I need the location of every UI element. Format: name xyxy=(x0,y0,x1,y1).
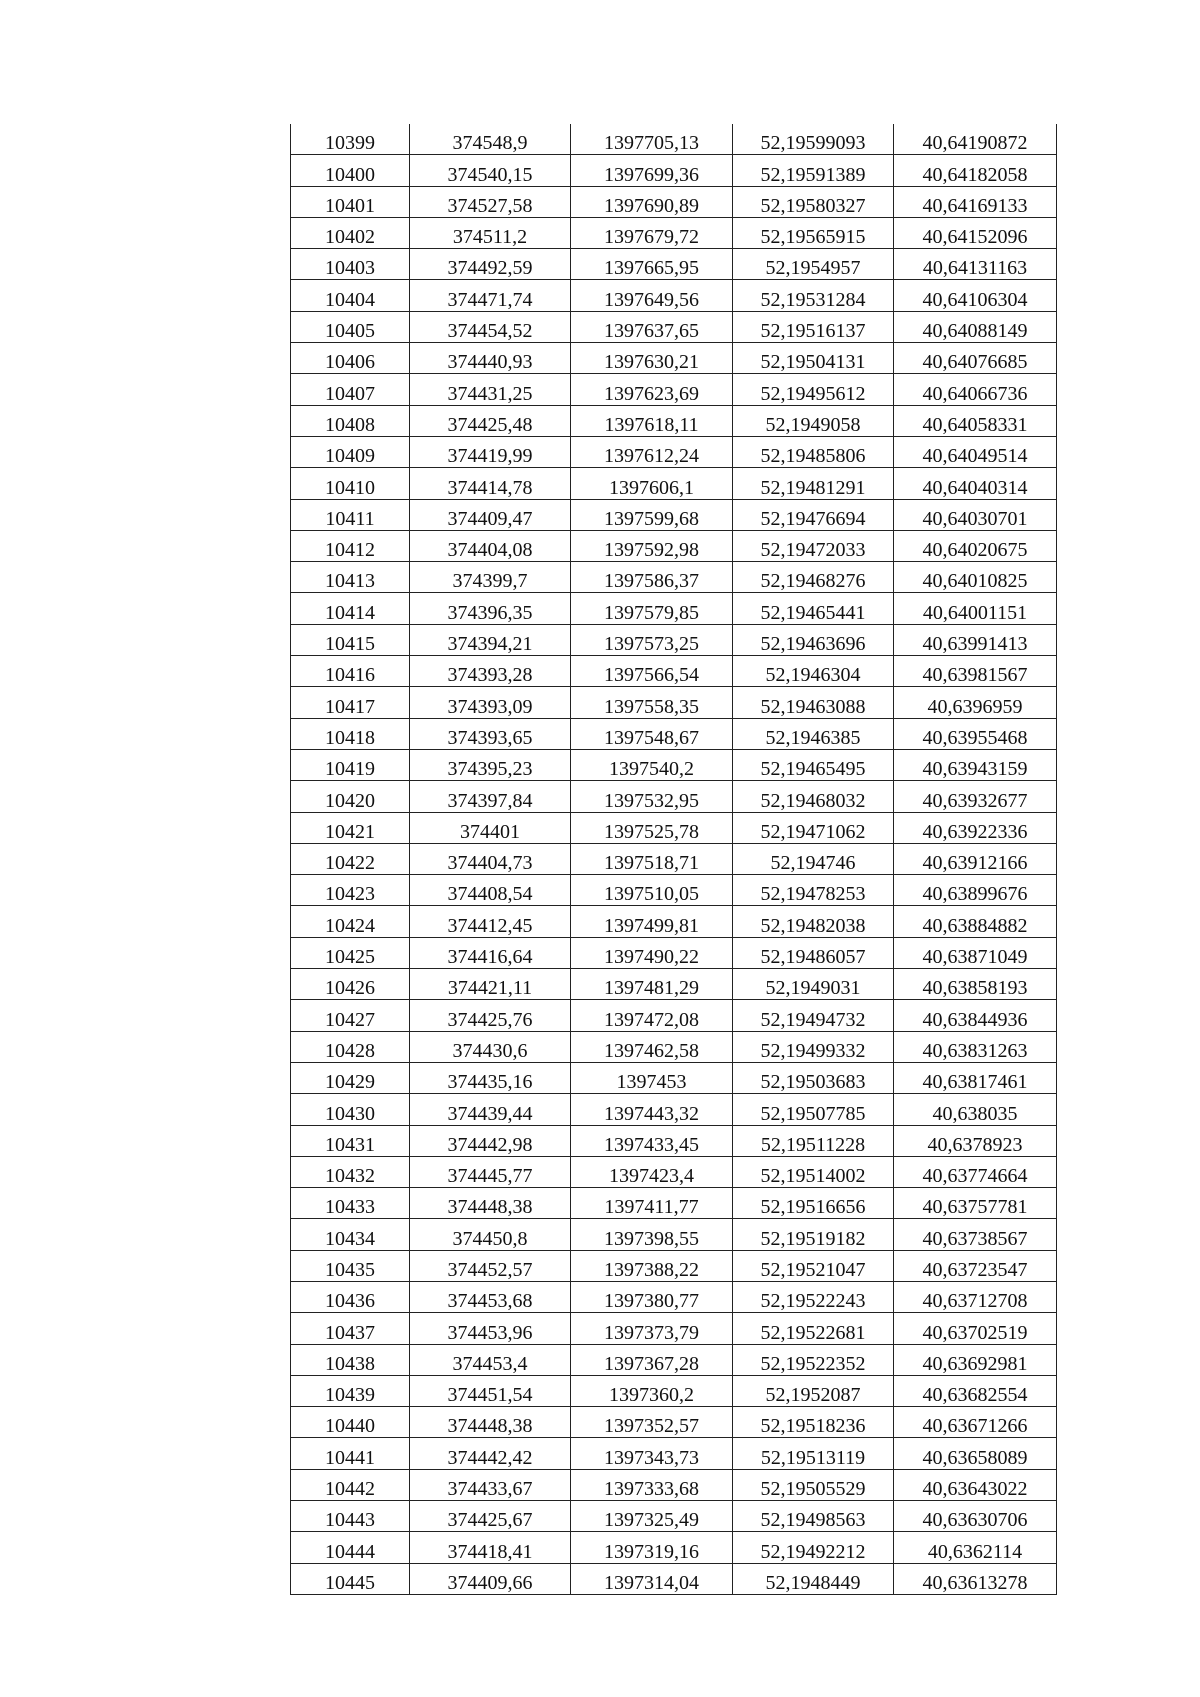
point-number-cell: 10406 xyxy=(291,343,410,374)
y-coordinate-cell: 1397699,36 xyxy=(571,155,733,186)
x-coordinate-cell: 374492,59 xyxy=(410,249,571,280)
x-coordinate-cell: 374404,73 xyxy=(410,843,571,874)
latitude-cell: 52,1948449 xyxy=(733,1563,894,1594)
table-row xyxy=(291,624,1057,655)
longitude-cell: 40,63955468 xyxy=(894,718,1057,749)
x-coordinate-cell: 374442,98 xyxy=(410,1125,571,1156)
x-coordinate-cell: 374448,38 xyxy=(410,1188,571,1219)
table-row xyxy=(291,1156,1057,1187)
y-coordinate-cell: 1397373,79 xyxy=(571,1313,733,1344)
x-coordinate-cell: 374431,25 xyxy=(410,374,571,405)
point-number-cell: 10419 xyxy=(291,749,410,780)
point-number-cell: 10407 xyxy=(291,374,410,405)
table-row xyxy=(291,1469,1057,1500)
table-row xyxy=(291,124,1057,155)
x-coordinate-cell: 374425,48 xyxy=(410,405,571,436)
x-coordinate-cell: 374433,67 xyxy=(410,1469,571,1500)
x-coordinate-cell: 374401 xyxy=(410,812,571,843)
coordinates-table-body xyxy=(291,124,1057,1594)
table-row xyxy=(291,1532,1057,1563)
longitude-cell: 40,63817461 xyxy=(894,1062,1057,1093)
longitude-cell: 40,63613278 xyxy=(894,1563,1057,1594)
x-coordinate-cell: 374418,41 xyxy=(410,1532,571,1563)
y-coordinate-cell: 1397367,28 xyxy=(571,1344,733,1375)
longitude-cell: 40,63682554 xyxy=(894,1375,1057,1406)
y-coordinate-cell: 1397525,78 xyxy=(571,812,733,843)
longitude-cell: 40,63630706 xyxy=(894,1501,1057,1532)
longitude-cell: 40,64190872 xyxy=(894,124,1057,155)
table-row xyxy=(291,1344,1057,1375)
table-row xyxy=(291,217,1057,248)
table-row xyxy=(291,781,1057,812)
x-coordinate-cell: 374414,78 xyxy=(410,468,571,499)
x-coordinate-cell: 374393,28 xyxy=(410,656,571,687)
longitude-cell: 40,63702519 xyxy=(894,1313,1057,1344)
longitude-cell: 40,63932677 xyxy=(894,781,1057,812)
x-coordinate-cell: 374548,9 xyxy=(410,124,571,155)
x-coordinate-cell: 374448,38 xyxy=(410,1407,571,1438)
latitude-cell: 52,19499332 xyxy=(733,1031,894,1062)
latitude-cell: 52,19481291 xyxy=(733,468,894,499)
table-row xyxy=(291,374,1057,405)
y-coordinate-cell: 1397705,13 xyxy=(571,124,733,155)
table-row xyxy=(291,468,1057,499)
latitude-cell: 52,19507785 xyxy=(733,1094,894,1125)
table-row xyxy=(291,937,1057,968)
y-coordinate-cell: 1397618,11 xyxy=(571,405,733,436)
latitude-cell: 52,1946385 xyxy=(733,718,894,749)
latitude-cell: 52,19485806 xyxy=(733,436,894,467)
longitude-cell: 40,63738567 xyxy=(894,1219,1057,1250)
x-coordinate-cell: 374409,66 xyxy=(410,1563,571,1594)
latitude-cell: 52,1949058 xyxy=(733,405,894,436)
latitude-cell: 52,19565915 xyxy=(733,217,894,248)
table-row xyxy=(291,1375,1057,1406)
longitude-cell: 40,64066736 xyxy=(894,374,1057,405)
longitude-cell: 40,63912166 xyxy=(894,843,1057,874)
table-row xyxy=(291,499,1057,530)
point-number-cell: 10434 xyxy=(291,1219,410,1250)
y-coordinate-cell: 1397612,24 xyxy=(571,436,733,467)
y-coordinate-cell: 1397423,4 xyxy=(571,1156,733,1187)
point-number-cell: 10435 xyxy=(291,1250,410,1281)
x-coordinate-cell: 374527,58 xyxy=(410,186,571,217)
longitude-cell: 40,64088149 xyxy=(894,311,1057,342)
table-row xyxy=(291,969,1057,1000)
x-coordinate-cell: 374445,77 xyxy=(410,1156,571,1187)
table-row xyxy=(291,718,1057,749)
longitude-cell: 40,63844936 xyxy=(894,1000,1057,1031)
y-coordinate-cell: 1397579,85 xyxy=(571,593,733,624)
x-coordinate-cell: 374454,52 xyxy=(410,311,571,342)
latitude-cell: 52,19522681 xyxy=(733,1313,894,1344)
x-coordinate-cell: 374511,2 xyxy=(410,217,571,248)
x-coordinate-cell: 374399,7 xyxy=(410,562,571,593)
latitude-cell: 52,19494732 xyxy=(733,1000,894,1031)
x-coordinate-cell: 374412,45 xyxy=(410,906,571,937)
latitude-cell: 52,19580327 xyxy=(733,186,894,217)
table-row xyxy=(291,1094,1057,1125)
y-coordinate-cell: 1397518,71 xyxy=(571,843,733,874)
longitude-cell: 40,6362114 xyxy=(894,1532,1057,1563)
point-number-cell: 10426 xyxy=(291,969,410,1000)
table-row xyxy=(291,249,1057,280)
point-number-cell: 10437 xyxy=(291,1313,410,1344)
latitude-cell: 52,19465495 xyxy=(733,749,894,780)
latitude-cell: 52,19468276 xyxy=(733,562,894,593)
x-coordinate-cell: 374453,96 xyxy=(410,1313,571,1344)
y-coordinate-cell: 1397637,65 xyxy=(571,311,733,342)
latitude-cell: 52,19476694 xyxy=(733,499,894,530)
y-coordinate-cell: 1397453 xyxy=(571,1062,733,1093)
latitude-cell: 52,19495612 xyxy=(733,374,894,405)
table-row xyxy=(291,1125,1057,1156)
latitude-cell: 52,19522352 xyxy=(733,1344,894,1375)
x-coordinate-cell: 374453,4 xyxy=(410,1344,571,1375)
longitude-cell: 40,63858193 xyxy=(894,969,1057,1000)
table-row xyxy=(291,1438,1057,1469)
point-number-cell: 10443 xyxy=(291,1501,410,1532)
x-coordinate-cell: 374425,76 xyxy=(410,1000,571,1031)
point-number-cell: 10413 xyxy=(291,562,410,593)
x-coordinate-cell: 374540,15 xyxy=(410,155,571,186)
table-row xyxy=(291,1563,1057,1594)
x-coordinate-cell: 374450,8 xyxy=(410,1219,571,1250)
longitude-cell: 40,63774664 xyxy=(894,1156,1057,1187)
y-coordinate-cell: 1397490,22 xyxy=(571,937,733,968)
y-coordinate-cell: 1397679,72 xyxy=(571,217,733,248)
longitude-cell: 40,63899676 xyxy=(894,875,1057,906)
latitude-cell: 52,19482038 xyxy=(733,906,894,937)
y-coordinate-cell: 1397630,21 xyxy=(571,343,733,374)
y-coordinate-cell: 1397606,1 xyxy=(571,468,733,499)
latitude-cell: 52,19511228 xyxy=(733,1125,894,1156)
point-number-cell: 10408 xyxy=(291,405,410,436)
longitude-cell: 40,64152096 xyxy=(894,217,1057,248)
x-coordinate-cell: 374396,35 xyxy=(410,593,571,624)
longitude-cell: 40,64020675 xyxy=(894,530,1057,561)
point-number-cell: 10401 xyxy=(291,186,410,217)
point-number-cell: 10432 xyxy=(291,1156,410,1187)
point-number-cell: 10410 xyxy=(291,468,410,499)
y-coordinate-cell: 1397510,05 xyxy=(571,875,733,906)
latitude-cell: 52,19518236 xyxy=(733,1407,894,1438)
y-coordinate-cell: 1397599,68 xyxy=(571,499,733,530)
longitude-cell: 40,63658089 xyxy=(894,1438,1057,1469)
latitude-cell: 52,1946304 xyxy=(733,656,894,687)
point-number-cell: 10442 xyxy=(291,1469,410,1500)
longitude-cell: 40,63922336 xyxy=(894,812,1057,843)
latitude-cell: 52,19514002 xyxy=(733,1156,894,1187)
latitude-cell: 52,19463696 xyxy=(733,624,894,655)
y-coordinate-cell: 1397592,98 xyxy=(571,530,733,561)
y-coordinate-cell: 1397333,68 xyxy=(571,1469,733,1500)
point-number-cell: 10423 xyxy=(291,875,410,906)
y-coordinate-cell: 1397499,81 xyxy=(571,906,733,937)
latitude-cell: 52,19471062 xyxy=(733,812,894,843)
point-number-cell: 10424 xyxy=(291,906,410,937)
y-coordinate-cell: 1397443,32 xyxy=(571,1094,733,1125)
y-coordinate-cell: 1397540,2 xyxy=(571,749,733,780)
longitude-cell: 40,63723547 xyxy=(894,1250,1057,1281)
point-number-cell: 10440 xyxy=(291,1407,410,1438)
point-number-cell: 10444 xyxy=(291,1532,410,1563)
x-coordinate-cell: 374451,54 xyxy=(410,1375,571,1406)
table-row xyxy=(291,812,1057,843)
latitude-cell: 52,1952087 xyxy=(733,1375,894,1406)
latitude-cell: 52,19591389 xyxy=(733,155,894,186)
table-row xyxy=(291,1000,1057,1031)
table-row xyxy=(291,311,1057,342)
longitude-cell: 40,63991413 xyxy=(894,624,1057,655)
point-number-cell: 10438 xyxy=(291,1344,410,1375)
x-coordinate-cell: 374409,47 xyxy=(410,499,571,530)
y-coordinate-cell: 1397325,49 xyxy=(571,1501,733,1532)
table-row xyxy=(291,436,1057,467)
point-number-cell: 10416 xyxy=(291,656,410,687)
point-number-cell: 10420 xyxy=(291,781,410,812)
table-row xyxy=(291,1281,1057,1312)
point-number-cell: 10405 xyxy=(291,311,410,342)
y-coordinate-cell: 1397586,37 xyxy=(571,562,733,593)
y-coordinate-cell: 1397388,22 xyxy=(571,1250,733,1281)
longitude-cell: 40,64001151 xyxy=(894,593,1057,624)
x-coordinate-cell: 374440,93 xyxy=(410,343,571,374)
table-row xyxy=(291,1062,1057,1093)
longitude-cell: 40,64169133 xyxy=(894,186,1057,217)
point-number-cell: 10433 xyxy=(291,1188,410,1219)
longitude-cell: 40,63884882 xyxy=(894,906,1057,937)
longitude-cell: 40,6378923 xyxy=(894,1125,1057,1156)
latitude-cell: 52,19463088 xyxy=(733,687,894,718)
table-row xyxy=(291,906,1057,937)
y-coordinate-cell: 1397343,73 xyxy=(571,1438,733,1469)
point-number-cell: 10400 xyxy=(291,155,410,186)
point-number-cell: 10418 xyxy=(291,718,410,749)
x-coordinate-cell: 374397,84 xyxy=(410,781,571,812)
longitude-cell: 40,63831263 xyxy=(894,1031,1057,1062)
x-coordinate-cell: 374393,09 xyxy=(410,687,571,718)
latitude-cell: 52,19513119 xyxy=(733,1438,894,1469)
latitude-cell: 52,19522243 xyxy=(733,1281,894,1312)
y-coordinate-cell: 1397532,95 xyxy=(571,781,733,812)
table-row xyxy=(291,1407,1057,1438)
latitude-cell: 52,19505529 xyxy=(733,1469,894,1500)
x-coordinate-cell: 374416,64 xyxy=(410,937,571,968)
table-row xyxy=(291,155,1057,186)
longitude-cell: 40,63712708 xyxy=(894,1281,1057,1312)
longitude-cell: 40,64030701 xyxy=(894,499,1057,530)
point-number-cell: 10399 xyxy=(291,124,410,155)
table-row xyxy=(291,1313,1057,1344)
latitude-cell: 52,19478253 xyxy=(733,875,894,906)
longitude-cell: 40,63671266 xyxy=(894,1407,1057,1438)
point-number-cell: 10409 xyxy=(291,436,410,467)
longitude-cell: 40,63643022 xyxy=(894,1469,1057,1500)
point-number-cell: 10441 xyxy=(291,1438,410,1469)
longitude-cell: 40,64076685 xyxy=(894,343,1057,374)
y-coordinate-cell: 1397649,56 xyxy=(571,280,733,311)
y-coordinate-cell: 1397411,77 xyxy=(571,1188,733,1219)
longitude-cell: 40,64049514 xyxy=(894,436,1057,467)
latitude-cell: 52,19531284 xyxy=(733,280,894,311)
table-row xyxy=(291,749,1057,780)
latitude-cell: 52,19492212 xyxy=(733,1532,894,1563)
table-row xyxy=(291,687,1057,718)
x-coordinate-cell: 374419,99 xyxy=(410,436,571,467)
table-row xyxy=(291,186,1057,217)
longitude-cell: 40,6396959 xyxy=(894,687,1057,718)
point-number-cell: 10425 xyxy=(291,937,410,968)
table-row xyxy=(291,530,1057,561)
y-coordinate-cell: 1397462,58 xyxy=(571,1031,733,1062)
point-number-cell: 10439 xyxy=(291,1375,410,1406)
x-coordinate-cell: 374430,6 xyxy=(410,1031,571,1062)
point-number-cell: 10403 xyxy=(291,249,410,280)
y-coordinate-cell: 1397690,89 xyxy=(571,186,733,217)
table-row xyxy=(291,875,1057,906)
longitude-cell: 40,63871049 xyxy=(894,937,1057,968)
y-coordinate-cell: 1397380,77 xyxy=(571,1281,733,1312)
x-coordinate-cell: 374395,23 xyxy=(410,749,571,780)
point-number-cell: 10431 xyxy=(291,1125,410,1156)
longitude-cell: 40,64058331 xyxy=(894,405,1057,436)
table-row xyxy=(291,1219,1057,1250)
point-number-cell: 10421 xyxy=(291,812,410,843)
table-row xyxy=(291,1501,1057,1532)
latitude-cell: 52,19486057 xyxy=(733,937,894,968)
x-coordinate-cell: 374442,42 xyxy=(410,1438,571,1469)
latitude-cell: 52,19504131 xyxy=(733,343,894,374)
longitude-cell: 40,63943159 xyxy=(894,749,1057,780)
longitude-cell: 40,64131163 xyxy=(894,249,1057,280)
x-coordinate-cell: 374425,67 xyxy=(410,1501,571,1532)
longitude-cell: 40,638035 xyxy=(894,1094,1057,1125)
y-coordinate-cell: 1397360,2 xyxy=(571,1375,733,1406)
table-row xyxy=(291,656,1057,687)
y-coordinate-cell: 1397558,35 xyxy=(571,687,733,718)
latitude-cell: 52,19519182 xyxy=(733,1219,894,1250)
longitude-cell: 40,63692981 xyxy=(894,1344,1057,1375)
latitude-cell: 52,19468032 xyxy=(733,781,894,812)
x-coordinate-cell: 374393,65 xyxy=(410,718,571,749)
point-number-cell: 10411 xyxy=(291,499,410,530)
y-coordinate-cell: 1397433,45 xyxy=(571,1125,733,1156)
x-coordinate-cell: 374421,11 xyxy=(410,969,571,1000)
latitude-cell: 52,19498563 xyxy=(733,1501,894,1532)
table-row xyxy=(291,1188,1057,1219)
longitude-cell: 40,63981567 xyxy=(894,656,1057,687)
x-coordinate-cell: 374394,21 xyxy=(410,624,571,655)
longitude-cell: 40,64040314 xyxy=(894,468,1057,499)
latitude-cell: 52,19599093 xyxy=(733,124,894,155)
x-coordinate-cell: 374439,44 xyxy=(410,1094,571,1125)
table-row xyxy=(291,1031,1057,1062)
point-number-cell: 10428 xyxy=(291,1031,410,1062)
longitude-cell: 40,63757781 xyxy=(894,1188,1057,1219)
x-coordinate-cell: 374435,16 xyxy=(410,1062,571,1093)
longitude-cell: 40,64182058 xyxy=(894,155,1057,186)
latitude-cell: 52,1954957 xyxy=(733,249,894,280)
longitude-cell: 40,64010825 xyxy=(894,562,1057,593)
point-number-cell: 10412 xyxy=(291,530,410,561)
x-coordinate-cell: 374453,68 xyxy=(410,1281,571,1312)
y-coordinate-cell: 1397352,57 xyxy=(571,1407,733,1438)
point-number-cell: 10422 xyxy=(291,843,410,874)
point-number-cell: 10402 xyxy=(291,217,410,248)
y-coordinate-cell: 1397573,25 xyxy=(571,624,733,655)
point-number-cell: 10445 xyxy=(291,1563,410,1594)
y-coordinate-cell: 1397481,29 xyxy=(571,969,733,1000)
latitude-cell: 52,19521047 xyxy=(733,1250,894,1281)
x-coordinate-cell: 374471,74 xyxy=(410,280,571,311)
y-coordinate-cell: 1397566,54 xyxy=(571,656,733,687)
point-number-cell: 10414 xyxy=(291,593,410,624)
point-number-cell: 10430 xyxy=(291,1094,410,1125)
point-number-cell: 10436 xyxy=(291,1281,410,1312)
x-coordinate-cell: 374404,08 xyxy=(410,530,571,561)
point-number-cell: 10429 xyxy=(291,1062,410,1093)
table-row xyxy=(291,280,1057,311)
table-row xyxy=(291,843,1057,874)
latitude-cell: 52,19472033 xyxy=(733,530,894,561)
y-coordinate-cell: 1397314,04 xyxy=(571,1563,733,1594)
y-coordinate-cell: 1397548,67 xyxy=(571,718,733,749)
y-coordinate-cell: 1397398,55 xyxy=(571,1219,733,1250)
latitude-cell: 52,194746 xyxy=(733,843,894,874)
y-coordinate-cell: 1397472,08 xyxy=(571,1000,733,1031)
point-number-cell: 10415 xyxy=(291,624,410,655)
y-coordinate-cell: 1397665,95 xyxy=(571,249,733,280)
latitude-cell: 52,1949031 xyxy=(733,969,894,1000)
latitude-cell: 52,19516137 xyxy=(733,311,894,342)
table-row xyxy=(291,562,1057,593)
longitude-cell: 40,64106304 xyxy=(894,280,1057,311)
table-row xyxy=(291,593,1057,624)
coordinates-table xyxy=(290,124,1057,1595)
latitude-cell: 52,19465441 xyxy=(733,593,894,624)
table-row xyxy=(291,405,1057,436)
table-row xyxy=(291,343,1057,374)
table-row xyxy=(291,1250,1057,1281)
point-number-cell: 10404 xyxy=(291,280,410,311)
latitude-cell: 52,19503683 xyxy=(733,1062,894,1093)
point-number-cell: 10427 xyxy=(291,1000,410,1031)
x-coordinate-cell: 374452,57 xyxy=(410,1250,571,1281)
y-coordinate-cell: 1397319,16 xyxy=(571,1532,733,1563)
x-coordinate-cell: 374408,54 xyxy=(410,875,571,906)
point-number-cell: 10417 xyxy=(291,687,410,718)
latitude-cell: 52,19516656 xyxy=(733,1188,894,1219)
y-coordinate-cell: 1397623,69 xyxy=(571,374,733,405)
